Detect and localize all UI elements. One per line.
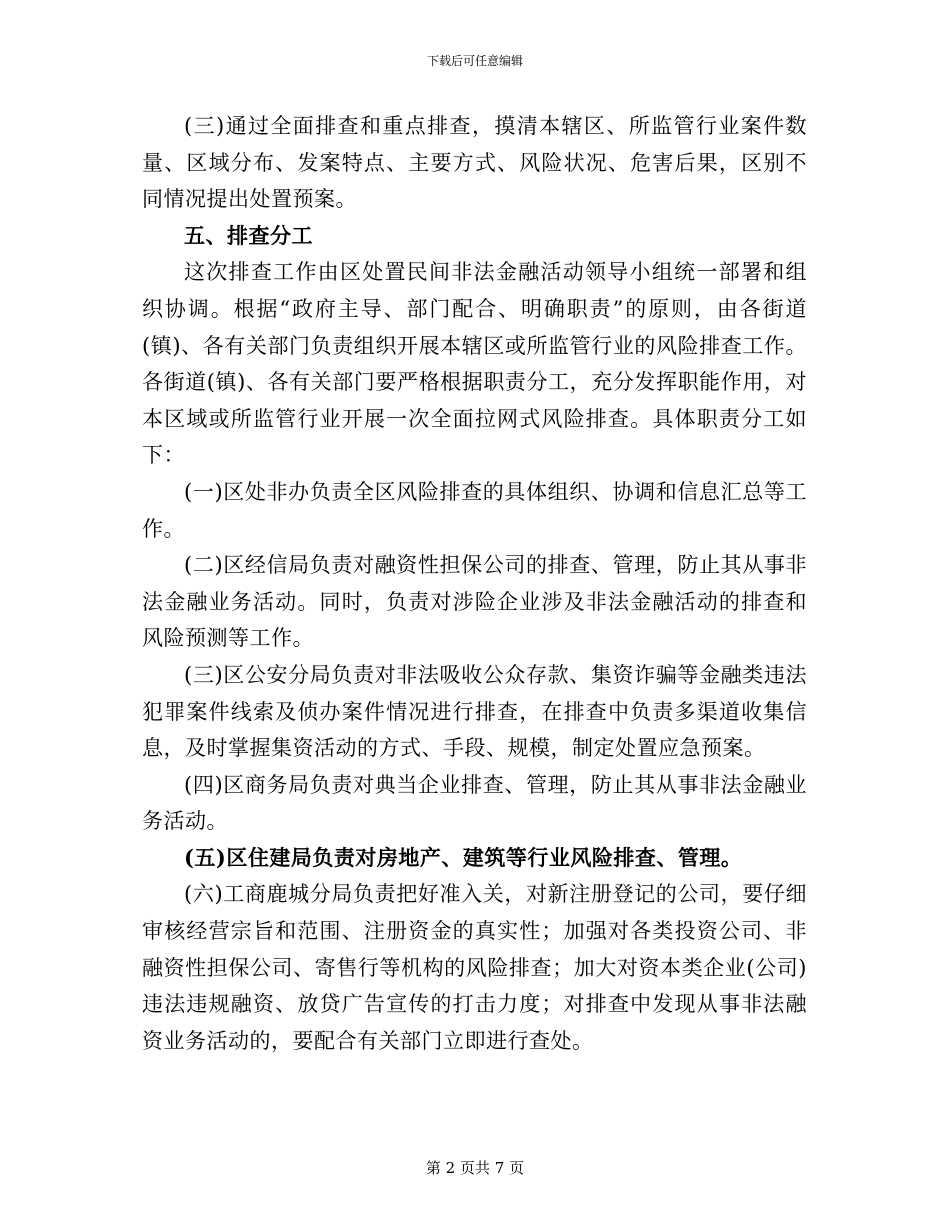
paragraph-duty-5: (五)区住建局负责对房地产、建筑等行业风险排查、管理。: [184, 844, 743, 870]
paragraph-intro: 这次排查工作由区处置民间非法金融活动领导小组统一部署和组织协调。根据“政府主导、部门配合、明确职责”的原则，由各街道(镇)、各有关部门负责组织开展本辖区或所监管行业的风险排查工作。各街道(镇)、各有关部门要严格根据职责分工，充分发挥职能作用，对本区域或所监管行业开展一次全面拉网式风险排查。具体职责分工如下：: [142, 260, 807, 468]
paragraph-duty-4: (四)区商务局负责对典当企业排查、管理，防止其从事非法金融业务活动。: [142, 772, 807, 834]
document-body: [142, 108, 807, 1059]
page-number: 第 2 页共 7 页: [425, 1159, 525, 1177]
paragraph-duty-6: (六)工商鹿城分局负责把好准入关，对新注册登记的公司，要仔细审核经营宗旨和范围、注册资金的真实性；加强对各类投资公司、非融资性担保公司、寄售行等机构的风险排查；加大对资本类企业(公司)违法违规融资、放贷广告宣传的打击力度；对排查中发现从事非法融资业务活动的，要配合有关部门立即进行查处。: [142, 882, 807, 1053]
page-header: 下载后可任意编辑: [426, 54, 523, 68]
section-heading: 五、排查分工: [184, 222, 313, 248]
paragraph-duty-1: (一)区处非办负责全区风险排查的具体组织、协调和信息汇总等工作。: [142, 479, 807, 541]
paragraph-item-3-investigation: (三)通过全面排查和重点排查，摸清本辖区、所监管行业案件数量、区域分布、发案特点、主要方式、风险状况、危害后果，区别不同情况提出处置预案。: [142, 114, 807, 212]
paragraph-duty-3: (三)区公安分局负责对非法吸收公众存款、集资诈骗等金融类违法犯罪案件线索及侦办案件情况进行排查，在排查中负责多渠道收集信息，及时掌握集资活动的方式、手段、规模，制定处置应急预案。: [142, 662, 807, 761]
paragraph-duty-2: (二)区经信局负责对融资性担保公司的排查、管理，防止其从事非法金融业务活动。同时，负责对涉险企业涉及非法金融活动的排查和风险预测等工作。: [142, 553, 807, 651]
